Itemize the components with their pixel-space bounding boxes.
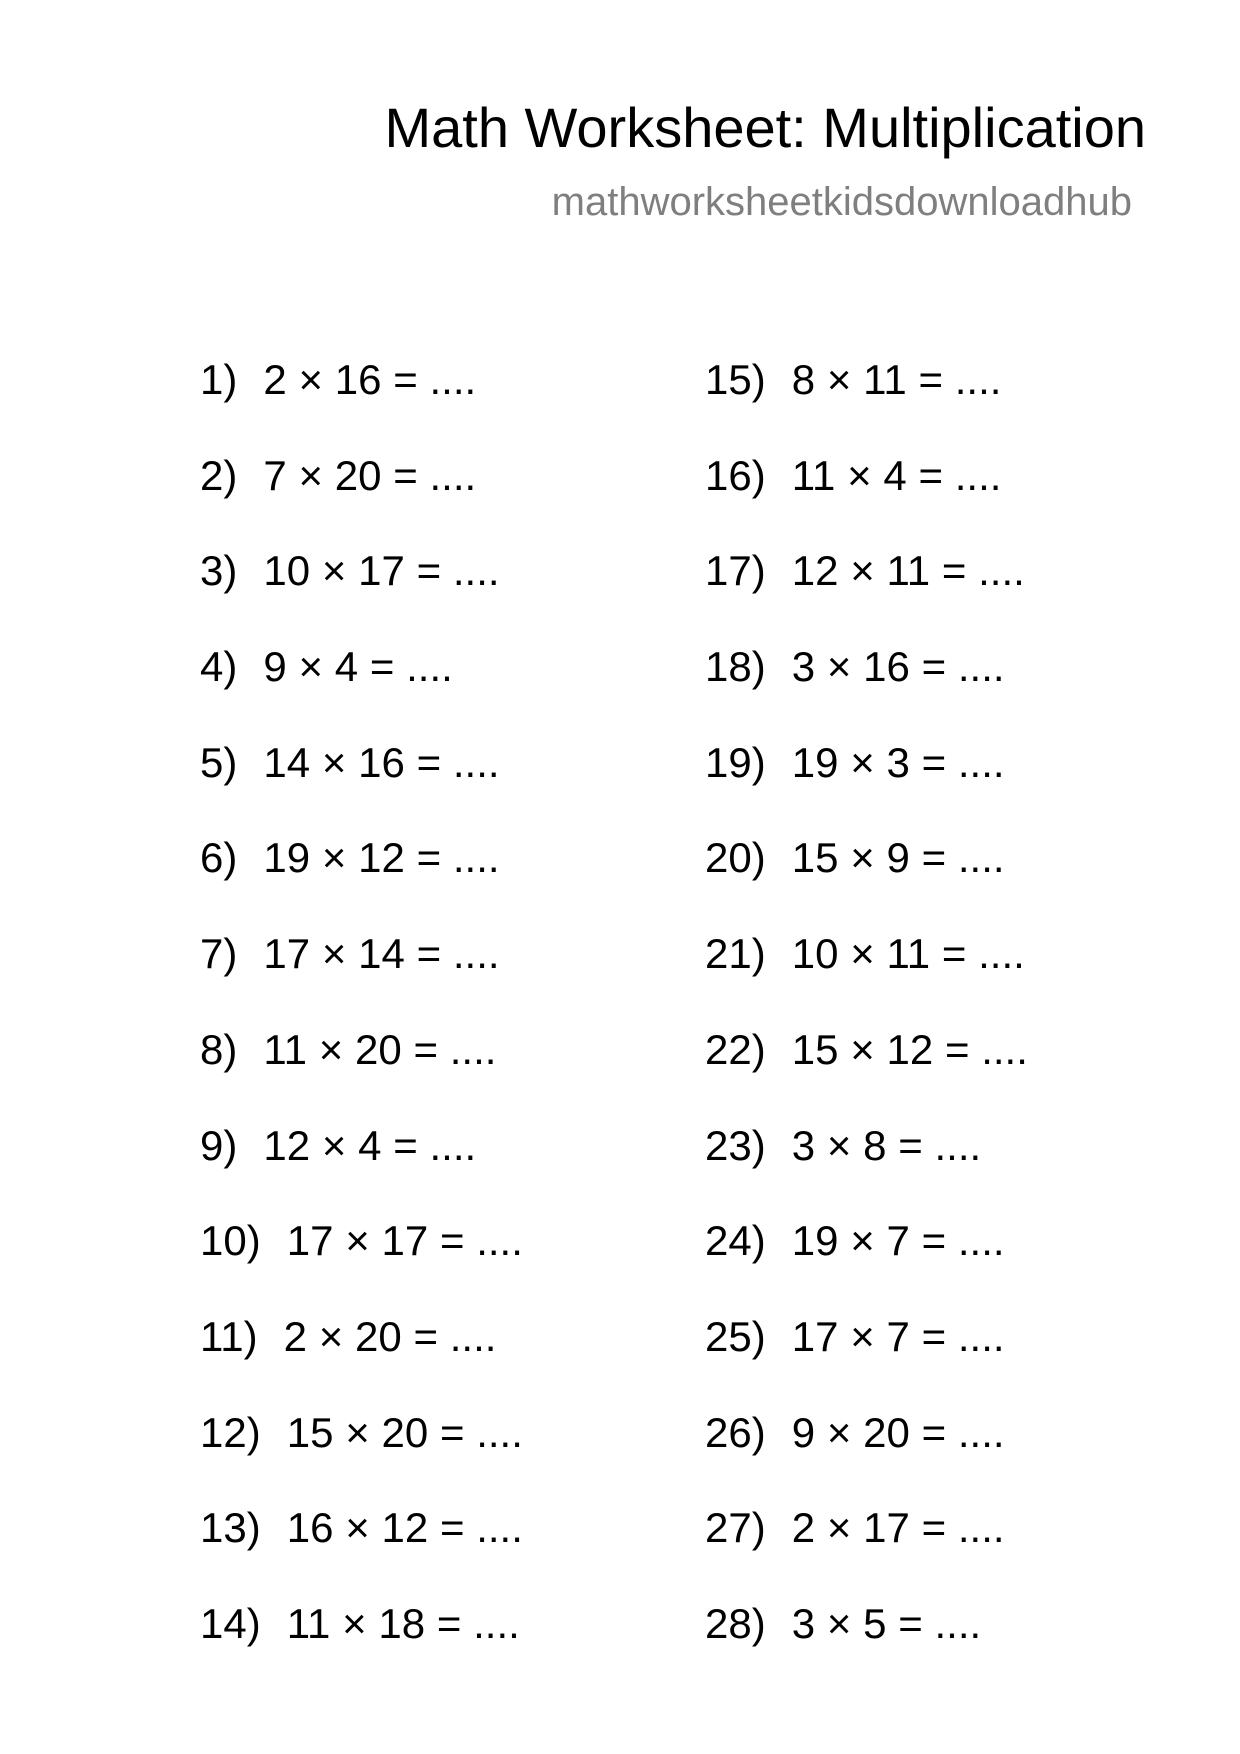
times-sign: ×	[826, 643, 852, 691]
operand-b: 17	[381, 1217, 429, 1265]
problem-item	[705, 828, 1028, 924]
answer-blank[interactable]: ....	[476, 1504, 523, 1552]
times-sign: ×	[850, 1312, 875, 1360]
site-watermark: mathworksheetkidsdownloadhub	[551, 180, 1132, 224]
problem-number: 23 )	[705, 1116, 766, 1176]
problem-item	[200, 1403, 523, 1499]
answer-blank[interactable]: ....	[452, 930, 500, 978]
problem-item	[705, 1211, 1028, 1307]
times-sign: ×	[826, 356, 852, 403]
problem-number: 20 )	[705, 828, 766, 888]
operand-a: 11	[286, 1599, 331, 1647]
operand-b: 17	[358, 547, 405, 595]
operand-a: 9	[791, 1408, 816, 1456]
problem-expression	[284, 1307, 497, 1367]
equals-sign: =	[921, 738, 947, 786]
equals-sign: =	[439, 1408, 465, 1456]
times-sign: ×	[298, 356, 323, 403]
times-sign: ×	[321, 930, 347, 978]
problem-item	[705, 1403, 1028, 1499]
times-sign: ×	[850, 1217, 875, 1265]
times-sign: ×	[321, 738, 347, 786]
operand-b: 20	[355, 1312, 402, 1360]
equals-sign: =	[941, 930, 967, 978]
equals-sign: =	[898, 1599, 923, 1647]
operand-a: 3	[791, 643, 816, 691]
answer-blank[interactable]: ....	[957, 643, 1005, 691]
problem-item	[705, 1307, 1028, 1403]
problem-expression	[287, 1403, 523, 1463]
problem-expression	[792, 1020, 1028, 1080]
times-sign: ×	[321, 1121, 347, 1169]
answer-blank[interactable]: ....	[957, 1217, 1005, 1265]
answer-blank[interactable]: ....	[978, 930, 1025, 978]
problem-item	[705, 446, 1028, 542]
times-sign: ×	[847, 451, 872, 499]
times-sign: ×	[826, 1504, 852, 1552]
answer-blank[interactable]: ....	[429, 356, 477, 403]
problem-number: 15 )	[705, 350, 766, 410]
problem-expression	[263, 733, 499, 793]
problem-expression	[792, 446, 1002, 506]
answer-blank[interactable]: ....	[934, 1121, 982, 1169]
answer-blank[interactable]: ....	[452, 547, 500, 595]
times-sign: ×	[298, 643, 323, 691]
problem-expression	[792, 541, 1025, 601]
answer-blank[interactable]: ....	[954, 356, 1002, 403]
operand-b: 16	[334, 356, 382, 403]
times-sign: ×	[850, 834, 875, 882]
operand-b: 4	[334, 643, 359, 691]
answer-blank[interactable]: ....	[449, 1025, 497, 1073]
operand-b: 18	[378, 1599, 426, 1647]
problem-expression	[287, 1498, 523, 1558]
times-sign: ×	[850, 738, 875, 786]
operand-a: 10	[263, 547, 311, 595]
equals-sign: =	[436, 1599, 462, 1647]
problem-expression	[263, 350, 476, 410]
operand-a: 15	[286, 1408, 334, 1456]
times-sign: ×	[850, 1025, 875, 1073]
problem-expression	[263, 828, 499, 888]
operand-b: 12	[886, 1025, 934, 1073]
operand-a: 12	[791, 547, 839, 595]
answer-blank[interactable]: ....	[476, 1408, 523, 1456]
equals-sign: =	[416, 738, 442, 786]
operand-b: 20	[863, 1408, 910, 1456]
problem-item	[200, 541, 523, 637]
problem-expression	[792, 1594, 981, 1654]
times-sign: ×	[826, 1408, 852, 1456]
operand-a: 17	[263, 930, 311, 978]
equals-sign: =	[416, 834, 442, 882]
operand-b: 20	[355, 1025, 402, 1073]
problem-number: 25 )	[705, 1307, 766, 1367]
equals-sign: =	[944, 1025, 970, 1073]
operand-a: 12	[263, 1121, 311, 1169]
problem-expression	[792, 1498, 1005, 1558]
problem-number: 7 )	[200, 924, 237, 984]
answer-blank[interactable]: ....	[957, 1504, 1005, 1552]
problem-item	[200, 924, 523, 1020]
problem-item	[200, 1211, 523, 1307]
problem-item	[200, 446, 523, 542]
operand-b: 16	[863, 643, 910, 691]
problem-item	[705, 1020, 1028, 1116]
problem-number: 2 )	[200, 446, 237, 506]
equals-sign: =	[393, 451, 418, 499]
operand-a: 15	[791, 834, 839, 882]
equals-sign: =	[921, 643, 947, 691]
operand-b: 8	[863, 1121, 887, 1169]
operand-b: 11	[863, 356, 907, 403]
operand-a: 15	[791, 1025, 839, 1073]
problem-number: 14 )	[200, 1594, 261, 1654]
equals-sign: =	[393, 1121, 418, 1169]
problem-number: 19 )	[705, 733, 766, 793]
problem-column-right	[705, 350, 1028, 1690]
problem-expression	[792, 924, 1025, 984]
problem-item	[200, 350, 523, 446]
problem-item	[705, 1594, 1028, 1690]
problem-item	[705, 1116, 1028, 1212]
problem-number: 27 )	[705, 1498, 766, 1558]
times-sign: ×	[342, 1599, 367, 1647]
times-sign: ×	[318, 1312, 344, 1360]
problem-expression	[792, 350, 1002, 410]
operand-b: 20	[334, 451, 382, 499]
problem-expression	[263, 446, 476, 506]
problem-item	[705, 1498, 1028, 1594]
answer-blank[interactable]: ....	[429, 451, 477, 499]
problem-number: 4 )	[200, 637, 237, 697]
operand-a: 14	[263, 738, 311, 786]
answer-blank[interactable]: ....	[957, 834, 1005, 882]
problem-item	[200, 1307, 523, 1403]
operand-b: 11	[886, 547, 931, 595]
equals-sign: =	[918, 356, 943, 403]
operand-a: 17	[791, 1312, 839, 1360]
operand-a: 2	[283, 1312, 307, 1360]
operand-a: 10	[791, 930, 839, 978]
times-sign: ×	[345, 1504, 370, 1552]
operand-b: 7	[886, 1312, 910, 1360]
operand-b: 3	[886, 738, 910, 786]
answer-blank[interactable]: ....	[957, 1312, 1005, 1360]
times-sign: ×	[345, 1408, 370, 1456]
operand-b: 20	[381, 1408, 429, 1456]
problem-number: 18 )	[705, 637, 766, 697]
operand-b: 7	[886, 1217, 910, 1265]
operand-b: 5	[863, 1599, 887, 1647]
problem-number: 8 )	[200, 1020, 237, 1080]
equals-sign: =	[898, 1121, 923, 1169]
problem-expression	[792, 1307, 1005, 1367]
operand-b: 14	[358, 930, 405, 978]
equals-sign: =	[921, 834, 947, 882]
equals-sign: =	[941, 547, 967, 595]
answer-blank[interactable]: ....	[429, 1121, 477, 1169]
problem-expression	[792, 828, 1005, 888]
operand-b: 9	[886, 834, 910, 882]
problem-item	[200, 733, 523, 829]
answer-blank[interactable]: ....	[476, 1217, 523, 1265]
equals-sign: =	[413, 1312, 438, 1360]
times-sign: ×	[321, 547, 347, 595]
answer-blank[interactable]: ....	[449, 1312, 497, 1360]
answer-blank[interactable]: ....	[978, 547, 1025, 595]
equals-sign: =	[439, 1504, 465, 1552]
problem-number: 1 )	[200, 350, 237, 410]
operand-b: 12	[381, 1504, 429, 1552]
problem-number: 16 )	[705, 446, 766, 506]
problem-expression	[263, 541, 499, 601]
problem-item	[705, 637, 1028, 733]
operand-a: 8	[791, 356, 816, 403]
operand-b: 4	[883, 451, 907, 499]
problem-number: 28 )	[705, 1594, 766, 1654]
operand-b: 11	[886, 930, 931, 978]
equals-sign: =	[921, 1504, 947, 1552]
answer-blank[interactable]: ....	[934, 1599, 982, 1647]
problem-number: 13 )	[200, 1498, 261, 1558]
answer-blank[interactable]: ....	[957, 1408, 1005, 1456]
problem-expression	[263, 1116, 476, 1176]
problem-number: 21 )	[705, 924, 766, 984]
problem-item	[200, 1020, 523, 1116]
times-sign: ×	[850, 930, 875, 978]
problem-number: 9 )	[200, 1116, 237, 1176]
operand-b: 12	[358, 834, 405, 882]
times-sign: ×	[298, 451, 323, 499]
problem-item	[705, 350, 1028, 446]
problem-number: 11 )	[200, 1307, 258, 1367]
problem-number: 6 )	[200, 828, 237, 888]
operand-a: 2	[263, 356, 287, 403]
problem-number: 24 )	[705, 1211, 766, 1271]
operand-a: 2	[791, 1504, 816, 1552]
operand-a: 11	[263, 1025, 307, 1073]
operand-a: 17	[286, 1217, 334, 1265]
times-sign: ×	[850, 547, 875, 595]
equals-sign: =	[921, 1217, 947, 1265]
times-sign: ×	[345, 1217, 370, 1265]
problem-number: 5 )	[200, 733, 237, 793]
problem-item	[705, 541, 1028, 637]
problem-item	[200, 1116, 523, 1212]
answer-blank[interactable]: ....	[452, 738, 500, 786]
times-sign: ×	[318, 1025, 344, 1073]
problem-expression	[263, 1020, 496, 1080]
problem-number: 26 )	[705, 1403, 766, 1463]
times-sign: ×	[826, 1121, 852, 1169]
problem-item	[200, 637, 523, 733]
times-sign: ×	[826, 1599, 852, 1647]
operand-b: 4	[358, 1121, 382, 1169]
equals-sign: =	[416, 547, 442, 595]
equals-sign: =	[439, 1217, 465, 1265]
equals-sign: =	[921, 1408, 947, 1456]
operand-a: 19	[791, 738, 839, 786]
equals-sign: =	[393, 356, 418, 403]
times-sign: ×	[321, 834, 347, 882]
operand-a: 3	[791, 1121, 816, 1169]
problem-expression	[792, 1403, 1005, 1463]
equals-sign: =	[918, 451, 943, 499]
operand-a: 19	[263, 834, 311, 882]
problem-expression	[263, 924, 499, 984]
problem-expression	[263, 637, 452, 697]
operand-a: 3	[791, 1599, 816, 1647]
equals-sign: =	[921, 1312, 947, 1360]
operand-a: 9	[263, 643, 287, 691]
problem-expression	[792, 1116, 981, 1176]
problem-number: 22 )	[705, 1020, 766, 1080]
problem-expression	[792, 1211, 1005, 1271]
equals-sign: =	[416, 930, 442, 978]
equals-sign: =	[369, 643, 395, 691]
problem-expression	[287, 1211, 523, 1271]
problem-expression	[792, 733, 1005, 793]
answer-blank[interactable]: ....	[954, 451, 1002, 499]
problem-column-left	[200, 350, 523, 1690]
operand-b: 17	[863, 1504, 910, 1552]
problem-item	[200, 828, 523, 924]
equals-sign: =	[413, 1025, 438, 1073]
operand-a: 16	[286, 1504, 334, 1552]
worksheet-header	[385, 96, 1147, 226]
problem-number: 12 )	[200, 1403, 261, 1463]
problem-expression	[287, 1594, 520, 1654]
problem-expression	[792, 637, 1005, 697]
problem-item	[200, 1498, 523, 1594]
answer-blank[interactable]: ....	[473, 1599, 520, 1647]
answer-blank[interactable]: ....	[452, 834, 500, 882]
problem-item	[705, 924, 1028, 1020]
operand-a: 7	[263, 451, 287, 499]
answer-blank[interactable]: ....	[981, 1025, 1028, 1073]
problem-number: 3 )	[200, 541, 237, 601]
operand-b: 16	[358, 738, 405, 786]
page-title: Math Worksheet: Multiplication	[384, 96, 1146, 159]
problem-item	[200, 1594, 523, 1690]
operand-a: 19	[791, 1217, 839, 1265]
operand-a: 11	[791, 451, 836, 499]
answer-blank[interactable]: ....	[406, 643, 453, 691]
problem-number: 10 )	[200, 1211, 261, 1271]
problem-number: 17 )	[705, 541, 766, 601]
problem-item	[705, 733, 1028, 829]
answer-blank[interactable]: ....	[957, 738, 1005, 786]
